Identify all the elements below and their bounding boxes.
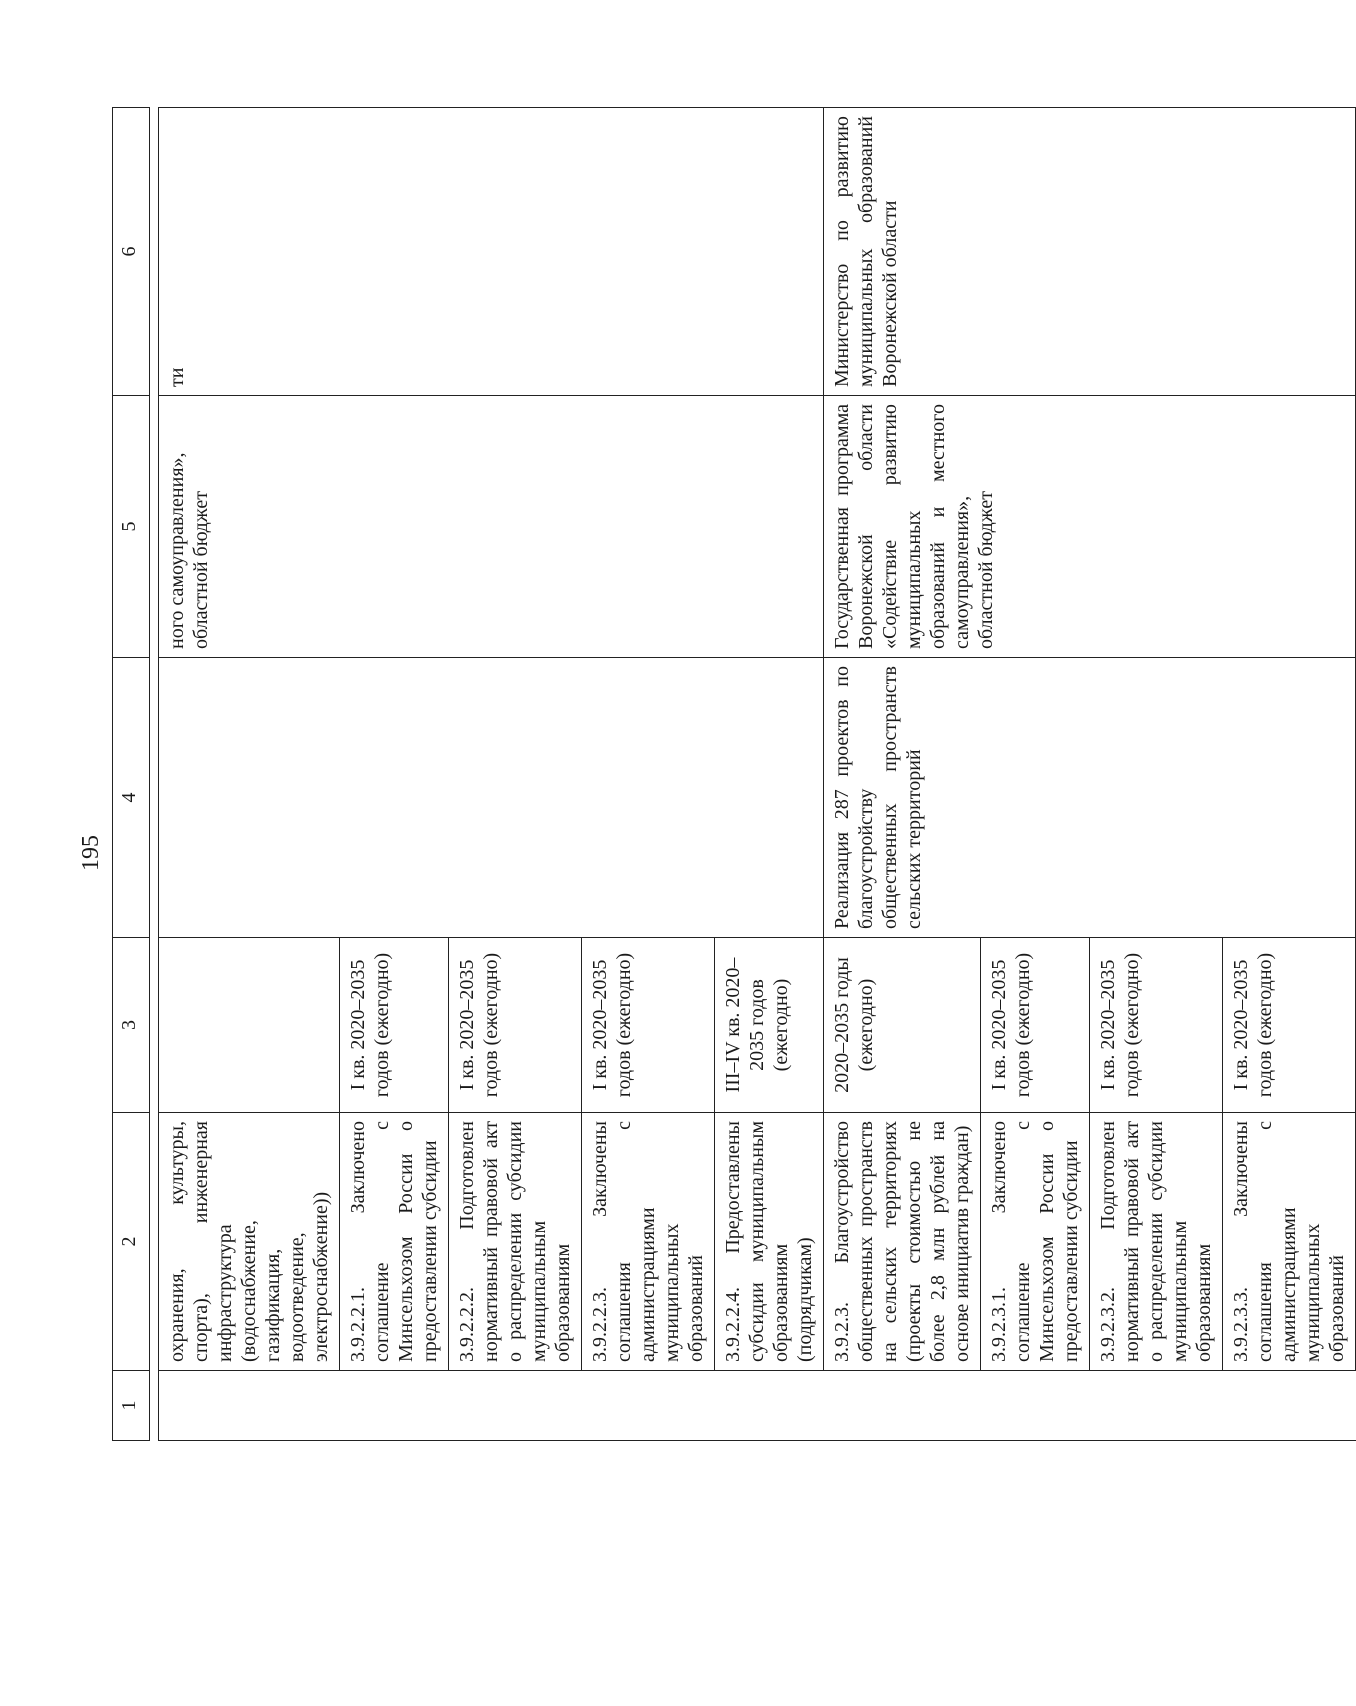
activity-cell: 3.9.2.2.1. Заключено соглашение с Минсельхозом России о предоставлении субсидии — [340, 1113, 449, 1371]
activity-cell: охранения, культуры, спорта), инженерная инфраструктура (водоснабжение, газификация, водоотведение, электроснабжение)) — [159, 1113, 340, 1371]
col-header-5: 5 — [113, 396, 150, 658]
period-cell: I кв. 2020–2035 годов (ежегодно) — [582, 938, 715, 1113]
cell-col1 — [824, 1371, 1356, 1441]
activity-cell: 3.9.2.3.1. Заключено соглашение с Минсельхозом России о предоставлении субсидии — [981, 1113, 1090, 1371]
activity-cell: 3.9.2.3.3. Заключены соглашения с администрациями муниципальных образований — [1223, 1113, 1356, 1371]
period-cell: 2020–2035 годы (ежегодно) — [824, 938, 981, 1113]
period-cell: I кв. 2020–2035 годов (ежегодно) — [449, 938, 582, 1113]
result-cell: Реализация 287 проектов по благоустройству общественных пространств сельских территорий — [824, 658, 1356, 938]
separator — [150, 108, 159, 1441]
period-cell: I кв. 2020–2035 годов (ежегодно) — [1223, 938, 1356, 1113]
result-cell — [159, 658, 824, 938]
source-cell: ного самоуправления», областной бюджет — [159, 396, 824, 658]
activity-cell: 3.9.2.3. Благоустройство общественных пространств на сельских территориях (проекты стоимостью не более 2,8 млн рублей на основе инициатив граждан) — [824, 1113, 981, 1371]
activity-cell: 3.9.2.2.4. Предоставлены субсидии муниципальным образованиям (подрядчикам) — [715, 1113, 824, 1371]
col-header-4: 4 — [113, 658, 150, 938]
table-row — [159, 108, 340, 1441]
period-cell: I кв. 2020–2035 годов (ежегодно) — [981, 938, 1090, 1113]
period-cell: III–IV кв. 2020–2035 годов (ежегодно) — [715, 938, 824, 1113]
activity-cell: 3.9.2.2.2. Подготовлен нормативный правовой акт о распределении субсидии муниципальным образованиям — [449, 1113, 582, 1371]
responsible-cell: Министерство по развитию муниципальных образований Воронежской области — [824, 108, 1356, 396]
table-row — [824, 108, 981, 1441]
column-number-row — [113, 108, 150, 1441]
col-header-6: 6 — [113, 108, 150, 396]
measures-table — [112, 107, 1356, 1441]
period-cell: I кв. 2020–2035 годов (ежегодно) — [340, 938, 449, 1113]
period-cell: I кв. 2020–2035 годов (ежегодно) — [1090, 938, 1223, 1113]
period-cell — [159, 938, 340, 1113]
col-header-1: 1 — [113, 1371, 150, 1441]
responsible-cell: ти — [159, 108, 824, 396]
activity-cell: 3.9.2.3.2. Подготовлен нормативный правовой акт о распределении субсидии муниципальным образованиям — [1090, 1113, 1223, 1371]
activity-cell: 3.9.2.2.3. Заключены соглашения с администрациями муниципальных образований — [582, 1113, 715, 1371]
col-header-2: 2 — [113, 1113, 150, 1371]
page-number: 195 — [78, 835, 104, 871]
source-cell: Государственная программа Воронежской области «Содействие развитию муниципальных образований и местного самоуправления», областной бюджет — [824, 396, 1356, 658]
col-header-3: 3 — [113, 938, 150, 1113]
cell-col1 — [159, 1371, 824, 1441]
